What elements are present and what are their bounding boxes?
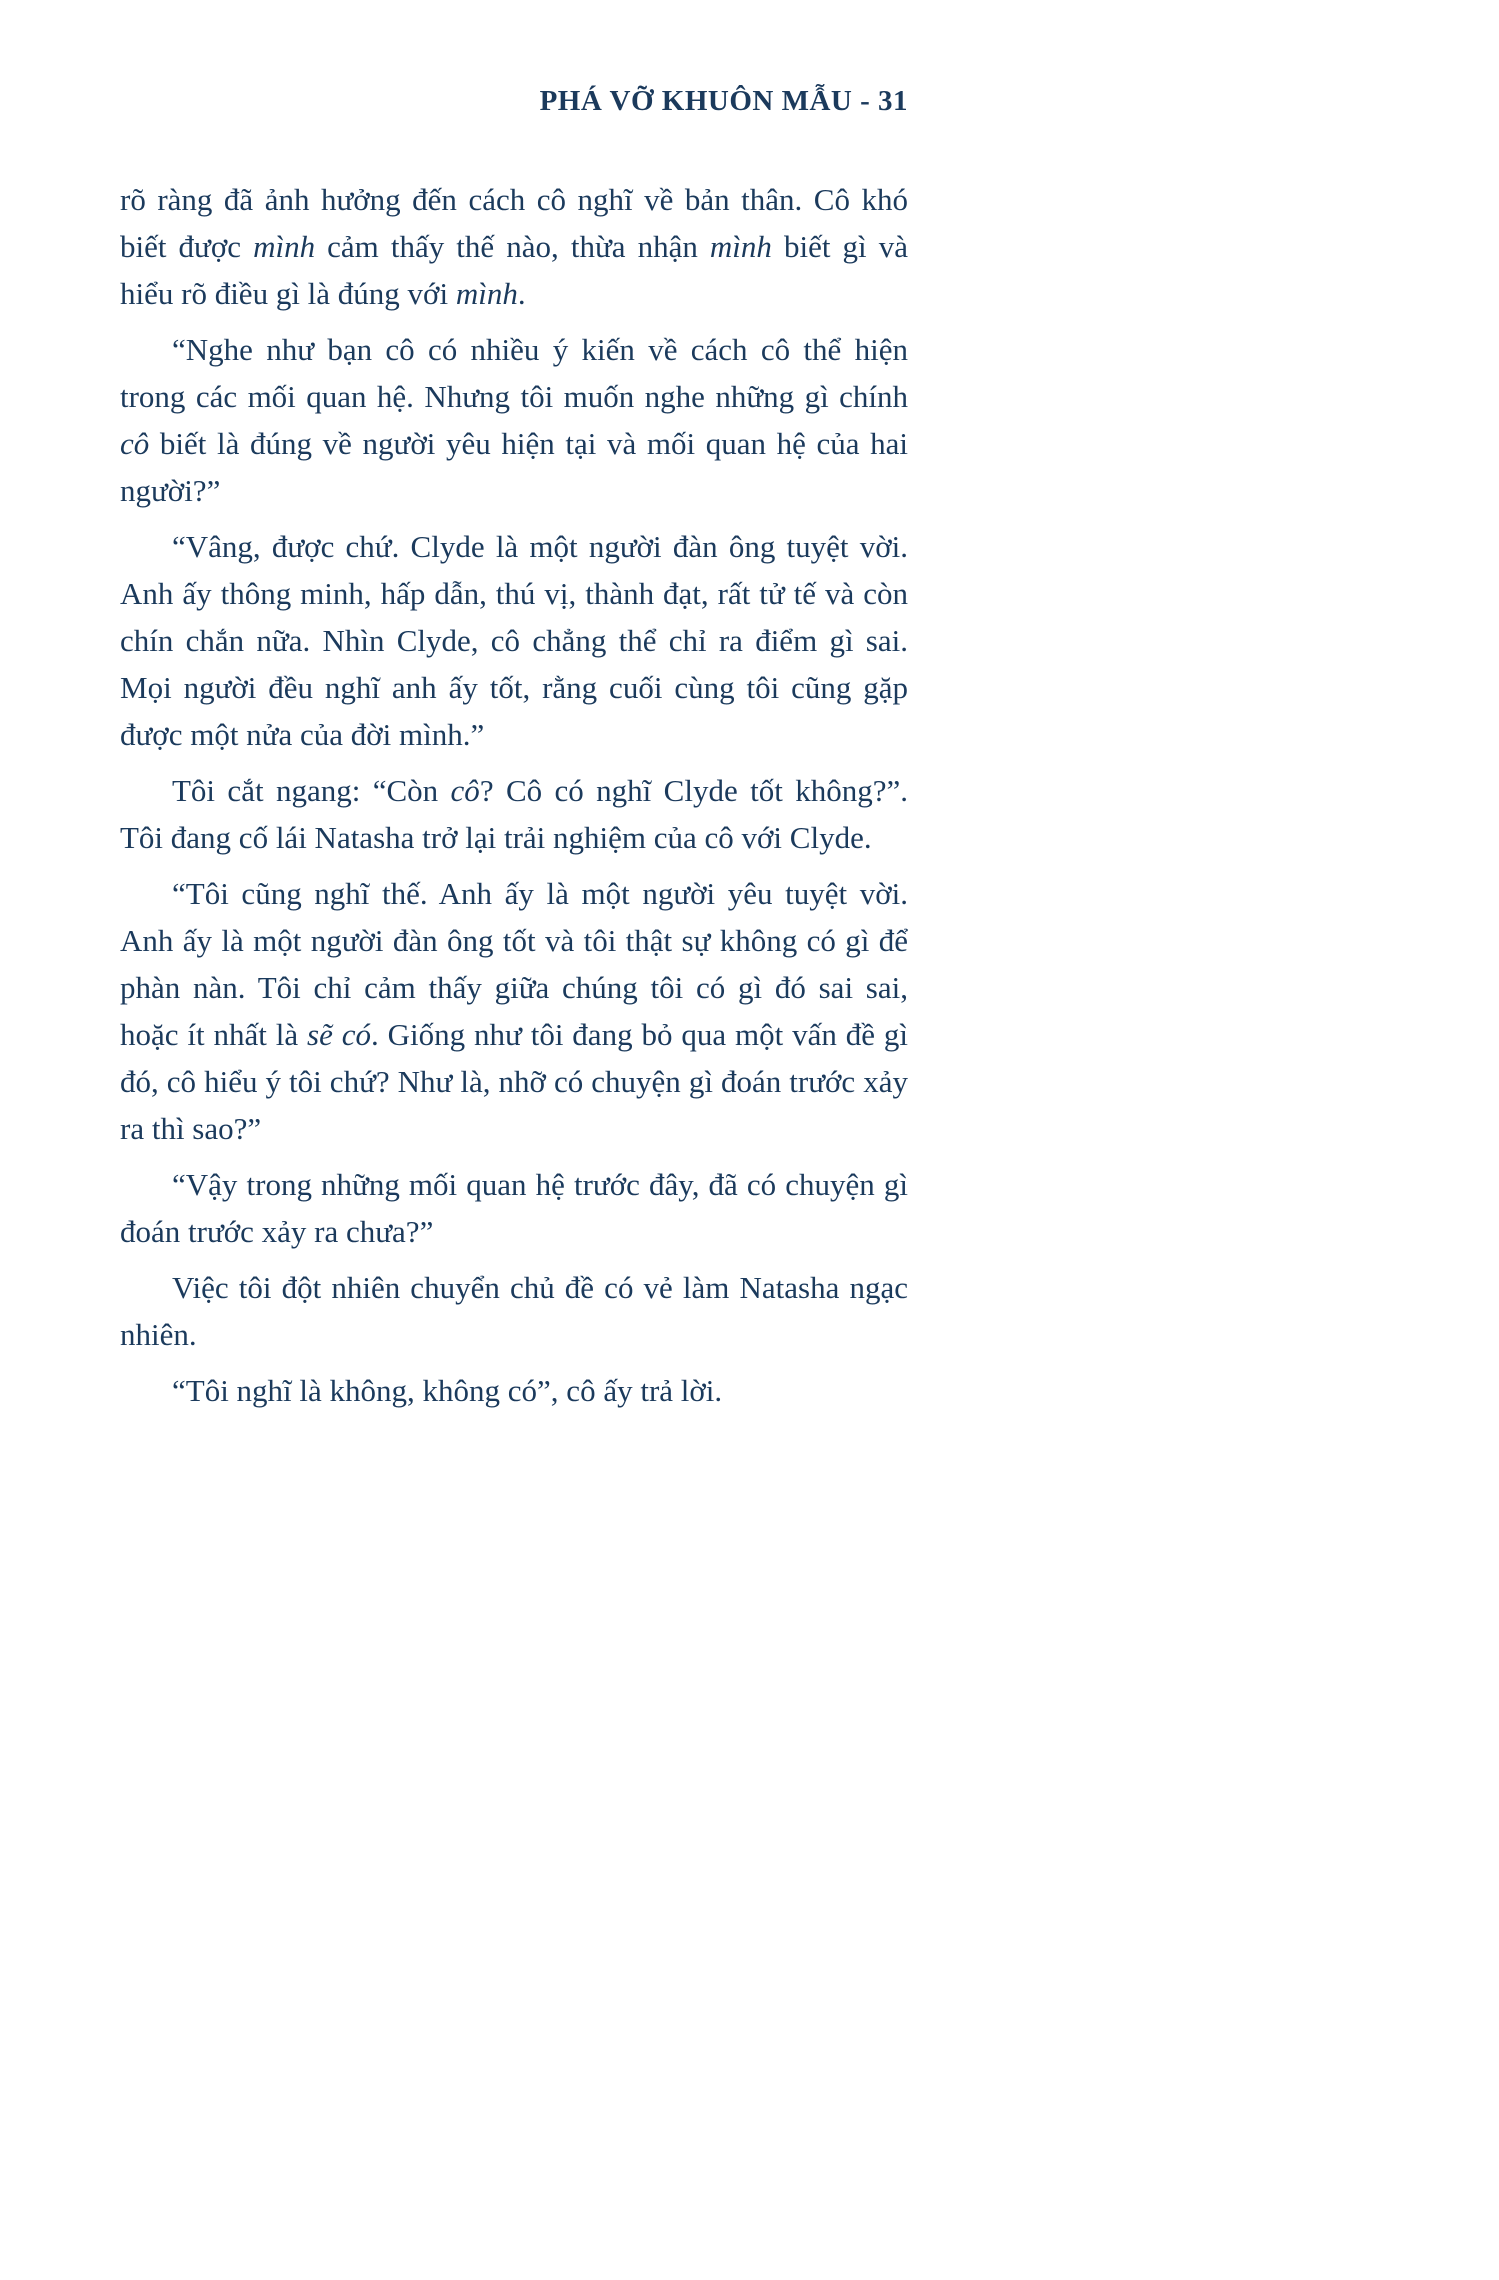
paragraph xyxy=(120,326,908,514)
italic-text: cô xyxy=(450,773,480,808)
italic-text: cô xyxy=(120,426,150,461)
body-text: Tôi cắt ngang: “Còn xyxy=(172,773,451,808)
italic-text: mình xyxy=(709,229,772,264)
paragraph xyxy=(120,767,908,861)
text-column xyxy=(120,176,908,1423)
body-text: . xyxy=(517,276,526,311)
body-text: ? Cô có nghĩ Clyde tốt không?”. Tôi đang cố lái Natasha trở lại trải nghiệm của cô với Clyde. xyxy=(120,773,908,855)
body-text: biết gì và hiểu rõ điều gì là đúng với xyxy=(120,229,908,311)
body-text: “Vâng, được chứ. Clyde là một người đàn ông tuyệt vời. Anh ấy thông minh, hấp dẫn, thú vị, thành đạt, rất tử tế và còn chín chắn nữa. Nhìn Clyde, cô chẳng thể chỉ ra điểm gì sai. Mọi người đều nghĩ anh ấy tốt, rằng cuối cùng tôi cũng gặp được một nửa của đời mình.” xyxy=(120,529,908,752)
paragraph xyxy=(120,1367,908,1414)
body-text: “Tôi cũng nghĩ thế. Anh ấy là một người yêu tuyệt vời. Anh ấy là một người đàn ông tốt và tôi thật sự không có gì để phàn nàn. Tôi chỉ cảm thấy giữa chúng tôi có gì đó sai sai, hoặc ít nhất là xyxy=(120,876,908,1052)
body-text: biết là đúng về người yêu hiện tại và mối quan hệ của hai người?” xyxy=(120,426,908,508)
body-text: . Giống như tôi đang bỏ qua một vấn đề gì đó, cô hiểu ý tôi chứ? Như là, nhỡ có chuyện gì đoán trước xảy ra thì sao?” xyxy=(120,1017,908,1146)
body-text: “Nghe như bạn cô có nhiều ý kiến về cách cô thể hiện trong các mối quan hệ. Nhưng tôi muốn nghe những gì chính xyxy=(120,332,908,414)
body-text: “Tôi nghĩ là không, không có”, cô ấy trả lời. xyxy=(172,1373,723,1408)
paragraph xyxy=(120,1264,908,1358)
body-text: rõ ràng đã ảnh hưởng đến cách cô nghĩ về bản thân. Cô khó biết được xyxy=(120,182,908,264)
body-text: cảm thấy thế nào, thừa nhận xyxy=(315,229,710,264)
body-text: Việc tôi đột nhiên chuyển chủ đề có vẻ làm Natasha ngạc nhiên. xyxy=(120,1270,908,1352)
paragraph xyxy=(120,870,908,1152)
italic-text: sẽ có xyxy=(307,1017,371,1052)
paragraph xyxy=(120,1161,908,1255)
running-title-and-page-number: PHÁ VỠ KHUÔN MẪU - 31 xyxy=(539,85,908,117)
paragraph xyxy=(120,176,908,317)
running-header xyxy=(120,84,908,118)
italic-text: mình xyxy=(253,229,316,264)
body-text: “Vậy trong những mối quan hệ trước đây, đã có chuyện gì đoán trước xảy ra chưa?” xyxy=(120,1167,908,1249)
paragraph xyxy=(120,523,908,758)
italic-text: mình xyxy=(455,276,518,311)
